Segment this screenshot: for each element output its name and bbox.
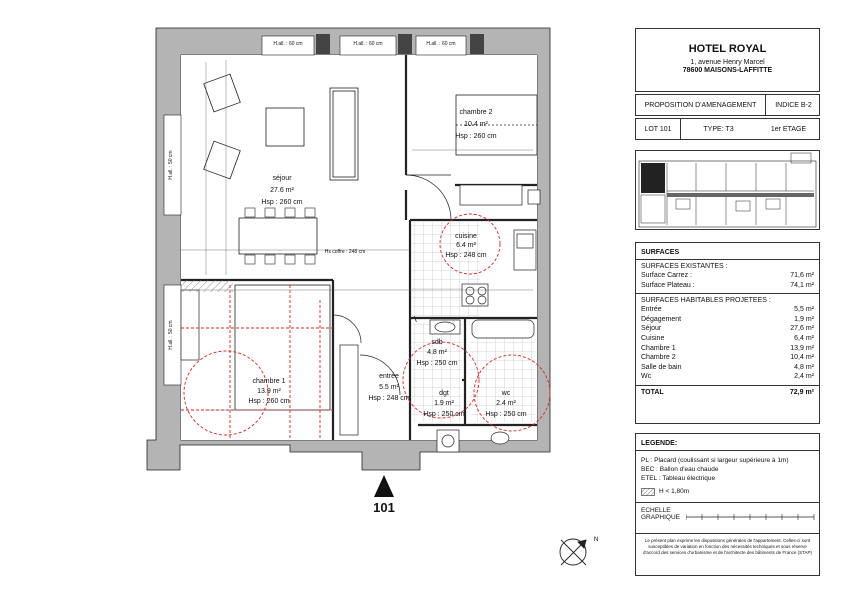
lot-number: LOT 101 (636, 119, 681, 139)
room-area-chambre-2: 10.4 m² (464, 121, 488, 128)
room-area-sdb: 4.8 m² (427, 349, 447, 356)
projected-row (636, 334, 819, 344)
projected-row (636, 363, 819, 373)
projected-row (636, 372, 819, 382)
room-name-chambre-2: chambre 2 (459, 109, 493, 116)
room-area-entree: 5.5 m² (379, 384, 399, 391)
projected-value: 5,5 m² (794, 306, 814, 314)
projected-value: 6,4 m² (794, 334, 814, 342)
room-hsp-cuisine: Hsp : 248 cm (445, 252, 487, 259)
legend-title: LEGENDE: (636, 434, 819, 451)
project-name: HOTEL ROYAL (688, 43, 767, 55)
room-name-wc: wc (501, 390, 511, 397)
low-height-hatch (181, 280, 233, 292)
scale-label-1: ECHELLE (641, 507, 671, 514)
entrance-arrow-icon (374, 475, 394, 497)
projected-label: Cuisine (641, 334, 665, 342)
scale-bar (686, 511, 816, 523)
proposition-label: PROPOSITION D'AMENAGEMENT (636, 95, 766, 115)
hs-coffre-label: Hs coffre : 248 cm (324, 249, 366, 255)
room-hsp-entree: Hsp : 248 cm (368, 395, 410, 402)
existing-value: 74,1 m² (790, 281, 814, 289)
room-hsp-wc: Hsp : 250 cm (485, 411, 527, 418)
title-block (635, 28, 820, 92)
projected-title: SURFACES HABITABLES PROJETEES : (641, 297, 771, 305)
hatch-swatch-icon (641, 488, 655, 496)
projected-value: 1,9 m² (794, 315, 814, 323)
room-area-cuisine: 6.4 m² (456, 242, 476, 249)
room-name-cuisine: cuisine (455, 233, 477, 240)
existing-label: Surface Plateau : (641, 281, 695, 289)
projected-row (636, 324, 819, 334)
north-label: N (594, 537, 599, 543)
surfaces-panel (635, 242, 820, 424)
projected-label: Salle de bain (641, 363, 682, 371)
surfaces-title: SURFACES (636, 243, 819, 260)
room-hsp-sejour: Hsp : 260 cm (261, 199, 303, 206)
project-address-1: 1, avenue Henry Marcel (690, 59, 765, 66)
existing-label: Surface Carrez : (641, 272, 692, 279)
total-value: 72,9 m² (789, 388, 814, 396)
existing-row (636, 271, 819, 281)
room-hsp-chambre-1: Hsp : 260 cm (248, 398, 290, 405)
room-name-sdb: sdb (431, 339, 443, 346)
projected-label: Entrée (641, 306, 662, 314)
lot-type: TYPE: T3 (703, 125, 734, 133)
total-row (636, 386, 819, 400)
room-hsp-chambre-2: Hsp : 260 cm (455, 133, 497, 140)
indice-label: INDICE B-2 (775, 101, 812, 109)
key-plan (635, 150, 820, 230)
window-label-1: H.all. : 60 cm (273, 41, 303, 47)
legend-item: PL : Placard (coulissant si largeur supérieure à 1m) (641, 457, 789, 464)
existing-row (636, 281, 819, 291)
window-label-2: H.all. : 60 cm (353, 41, 383, 47)
projected-value: 2,4 m² (794, 373, 814, 381)
unit-number: 101 (373, 500, 395, 515)
window-label-4: H.all. : 50 cm (168, 150, 174, 180)
projected-label: Chambre 1 (641, 344, 676, 352)
room-hsp-sdb: Hsp : 250 cm (416, 360, 458, 367)
room-area-wc: 2.4 m² (496, 400, 516, 407)
key-plan-drawing (636, 151, 819, 229)
projected-label: Wc (641, 373, 652, 381)
projected-value: 27,6 m² (790, 325, 814, 333)
projected-value: 10,4 m² (790, 354, 814, 362)
room-name-dgt: dgt (439, 390, 449, 397)
room-area-dgt: 1.9 m² (434, 400, 454, 407)
projected-row (636, 305, 819, 315)
projected-value: 13,9 m² (790, 344, 814, 352)
room-name-entree: entrée (379, 373, 399, 380)
projected-label: Dégagement (641, 315, 682, 323)
room-area-sejour: 27.6 m² (270, 187, 294, 194)
existing-value: 71,6 m² (790, 272, 814, 279)
proposition-row (635, 94, 820, 116)
projected-row (636, 353, 819, 363)
room-name-sejour: séjour (272, 175, 292, 182)
lot-row (635, 118, 820, 140)
project-address-2: 78600 MAISONS-LAFFITTE (682, 67, 773, 74)
projected-row (636, 315, 819, 325)
projected-label: Chambre 2 (641, 354, 676, 362)
window-label-3: H.all. : 60 cm (426, 41, 456, 47)
projected-row (636, 344, 819, 354)
legend-item: ETEL : Tableau électrique (641, 475, 716, 482)
north-arrow-icon (560, 539, 586, 565)
legal-note: Le présent plan exprime les dispositions générales de l'appartement. Celles-ci sont susceptibles de variation en fonction des nécessités techniques et sous réserve d'accord des services d'urbanisme et de l'architecte des bâtiments de France (STAP) (636, 533, 819, 560)
legend-item: BEC : Ballon d'eau chaude (641, 466, 719, 473)
hatch-label: H < 1,80m (659, 488, 690, 495)
room-area-chambre-1: 13.9 m² (257, 388, 281, 395)
projected-value: 4,8 m² (794, 363, 814, 371)
window-label-5: H.all. : 50 cm (168, 320, 174, 350)
lot-floor: 1er ETAGE (770, 125, 807, 133)
bath-tiles (412, 322, 465, 422)
bed-chambre-1 (235, 285, 330, 410)
existing-title: SURFACES EXISTANTES : (641, 263, 728, 270)
total-label: TOTAL (641, 388, 664, 396)
projected-label: Séjour (641, 325, 662, 333)
room-name-chambre-1: chambre 1 (252, 378, 286, 385)
room-hsp-dgt: Hsp : 250 cm (423, 411, 465, 418)
legend-panel (635, 433, 820, 576)
scale-label-2: GRAPHIQUE (641, 514, 681, 521)
